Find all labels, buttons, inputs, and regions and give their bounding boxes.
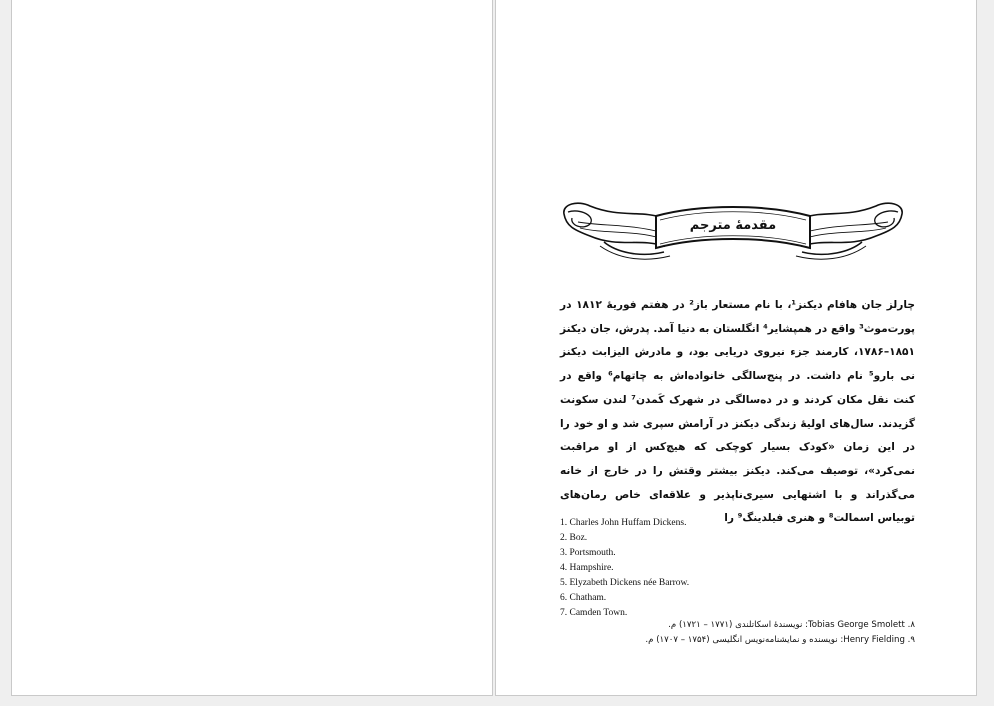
- footnote-1: 1. Charles John Huffam Dickens.: [560, 518, 687, 528]
- footnote-3: 3. Portsmouth.: [560, 548, 616, 558]
- body-paragraph: چارلز جان هافام دیکنز¹، با نام مستعار باز² در هفتم فوریهٔ ۱۸۱۲ در پورت‌موث³ واقع در همپشایر⁴ انگلستان به دنیا آمد. پدرش، جان دیکنز ۱۸۵۱–۱۷۸۶، کارمند جزء نیروی دریایی بود، و مادرش الیزابت دیکنز نی بارو⁵ نام داشت. در پنج‌سالگی خانواده‌اش به چاتهام⁶ واقع در کنت نقل مکان کردند و در ده‌سالگی در شهرک کَمدن⁷ لندن سکونت گزیدند. سال‌های اولیهٔ زندگی دیکنز در آرامش سپری شد و او خود را در این زمان «کودک بسیار کوچکی که هیچ‌کس از او مراقبت نمی‌کرد»، توصیف می‌کند. دیکنز بیشتر وقتش را در خارج از خانه می‌گذراند و با اشتهایی سیری‌ناپذیر و علاقه‌ای خاص رمان‌های توبیاس اسمالت⁸ و هنری فیلدینگ⁹ را: [560, 299, 915, 525]
- heading-banner: [560, 196, 906, 266]
- footnote-6: 6. Chatham.: [560, 593, 607, 603]
- footnote-2: 2. Boz.: [560, 533, 588, 543]
- persian-footnotes: [560, 618, 915, 648]
- footnote-9: ۹. Henry Fielding: نویسنده و نمایشنامه‌نویس انگلیسی (۱۷۵۴ – ۱۷۰۷) م.: [645, 635, 915, 645]
- footnote-7: 7. Camden Town.: [560, 608, 628, 618]
- footnote-4: 4. Hampshire.: [560, 563, 614, 573]
- body-paragraph-block: [560, 294, 915, 531]
- english-footnotes: [560, 516, 860, 621]
- page-heading: مقدمهٔ مترجم: [689, 218, 777, 233]
- footnote-8: ۸. Tobias George Smolett: نویسندهٔ اسکاتلندی (۱۷۷۱ – ۱۷۲۱) م.: [668, 620, 915, 630]
- right-page: [495, 0, 977, 696]
- footnote-5: 5. Elyzabeth Dickens née Barrow.: [560, 578, 690, 588]
- left-page: [11, 0, 493, 696]
